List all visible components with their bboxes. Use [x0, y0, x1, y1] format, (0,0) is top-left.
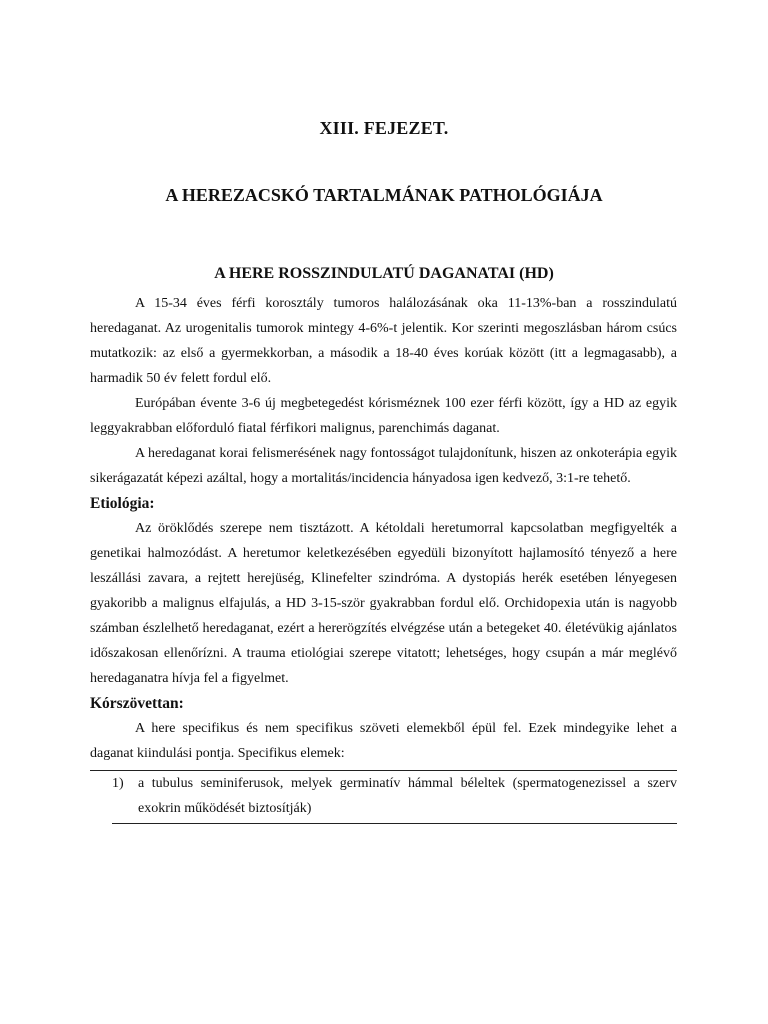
histology-paragraph: A here specifikus és nem specifikus szöveti elemekből épül fel. Ezek mindegyike lehet a daganat kiindulási pontja. Specifikus elemek:	[90, 721, 677, 761]
etiology-paragraph: Az öröklődés szerepe nem tisztázott. A kétoldali heretumorral kapcsolatban megfigyelték a genetikai halmozódást. A heretumor keletkezésében egyedüli bizonyított hajlamosító tényező a here leszállási zavara, a rejtett herejüség, Klinefelter szindróma. A dystopiás herék esetében lényegesen gyakoribb a malignus elfajulás, a HD 3-15-ször gyakrabban fordul elő. Orchidopexia után is nagyobb számban észlelhető heredaganat, ezért a hererögzítés elvégzése után a betegeket 40. életévükig ajánlatos időszakosan ellenőrízni. A trauma etiológiai szerepe vitatott; lehetséges, hogy csupán a már meglévő heredaganatra hívja fel a figyelmet.	[90, 521, 677, 686]
main-title: A HEREZACSKÓ TARTALMÁNAK PATHOLÓGIÁJA	[165, 185, 603, 205]
list-divider	[112, 823, 677, 824]
specific-elements-list	[90, 770, 677, 823]
list-item	[90, 771, 677, 823]
intro-paragraph-3: A heredaganat korai felismerésének nagy fontosságot tulajdonítunk, hiszen az onkoterápia egyik sikerágazatát képezi azáltal, hogy a mortalitás/incidencia hányadosa igen kedvező, 3:1-re tehető.	[90, 446, 677, 486]
chapter-title: XIII. FEJEZET.	[319, 118, 449, 138]
section-title: A HERE ROSSZINDULATÚ DAGANATAI (HD)	[214, 265, 554, 282]
intro-paragraph-2: Európában évente 3-6 új megbetegedést kórisméznek 100 ezer férfi között, így a HD az egyik leggyakrabban előforduló fiatal férfikori malignus, parenchimás daganat.	[90, 396, 677, 436]
list-item-number: 1)	[112, 776, 124, 791]
etiology-heading: Etiológia:	[90, 495, 155, 512]
histology-heading: Kórszövettan:	[90, 695, 184, 712]
intro-paragraph-1: A 15-34 éves férfi korosztály tumoros halálozásának oka 11-13%-ban a rosszindulatú heredaganat. Az urogenitalis tumorok mintegy 4-6%-t jelentik. Kor szerinti megoszlásban három csúcs mutatkozik: az első a gyermekkorban, a második a 18-40 éves korúak között (itt a legmagasabb), a harmadik 50 év felett fordul elő.	[90, 296, 677, 386]
list-item-text: a tubulus seminiferusok, melyek germinatív hámmal béleltek (spermatogenezissel a szerv exokrin működését biztosítják)	[138, 776, 677, 816]
document-body	[90, 291, 677, 823]
